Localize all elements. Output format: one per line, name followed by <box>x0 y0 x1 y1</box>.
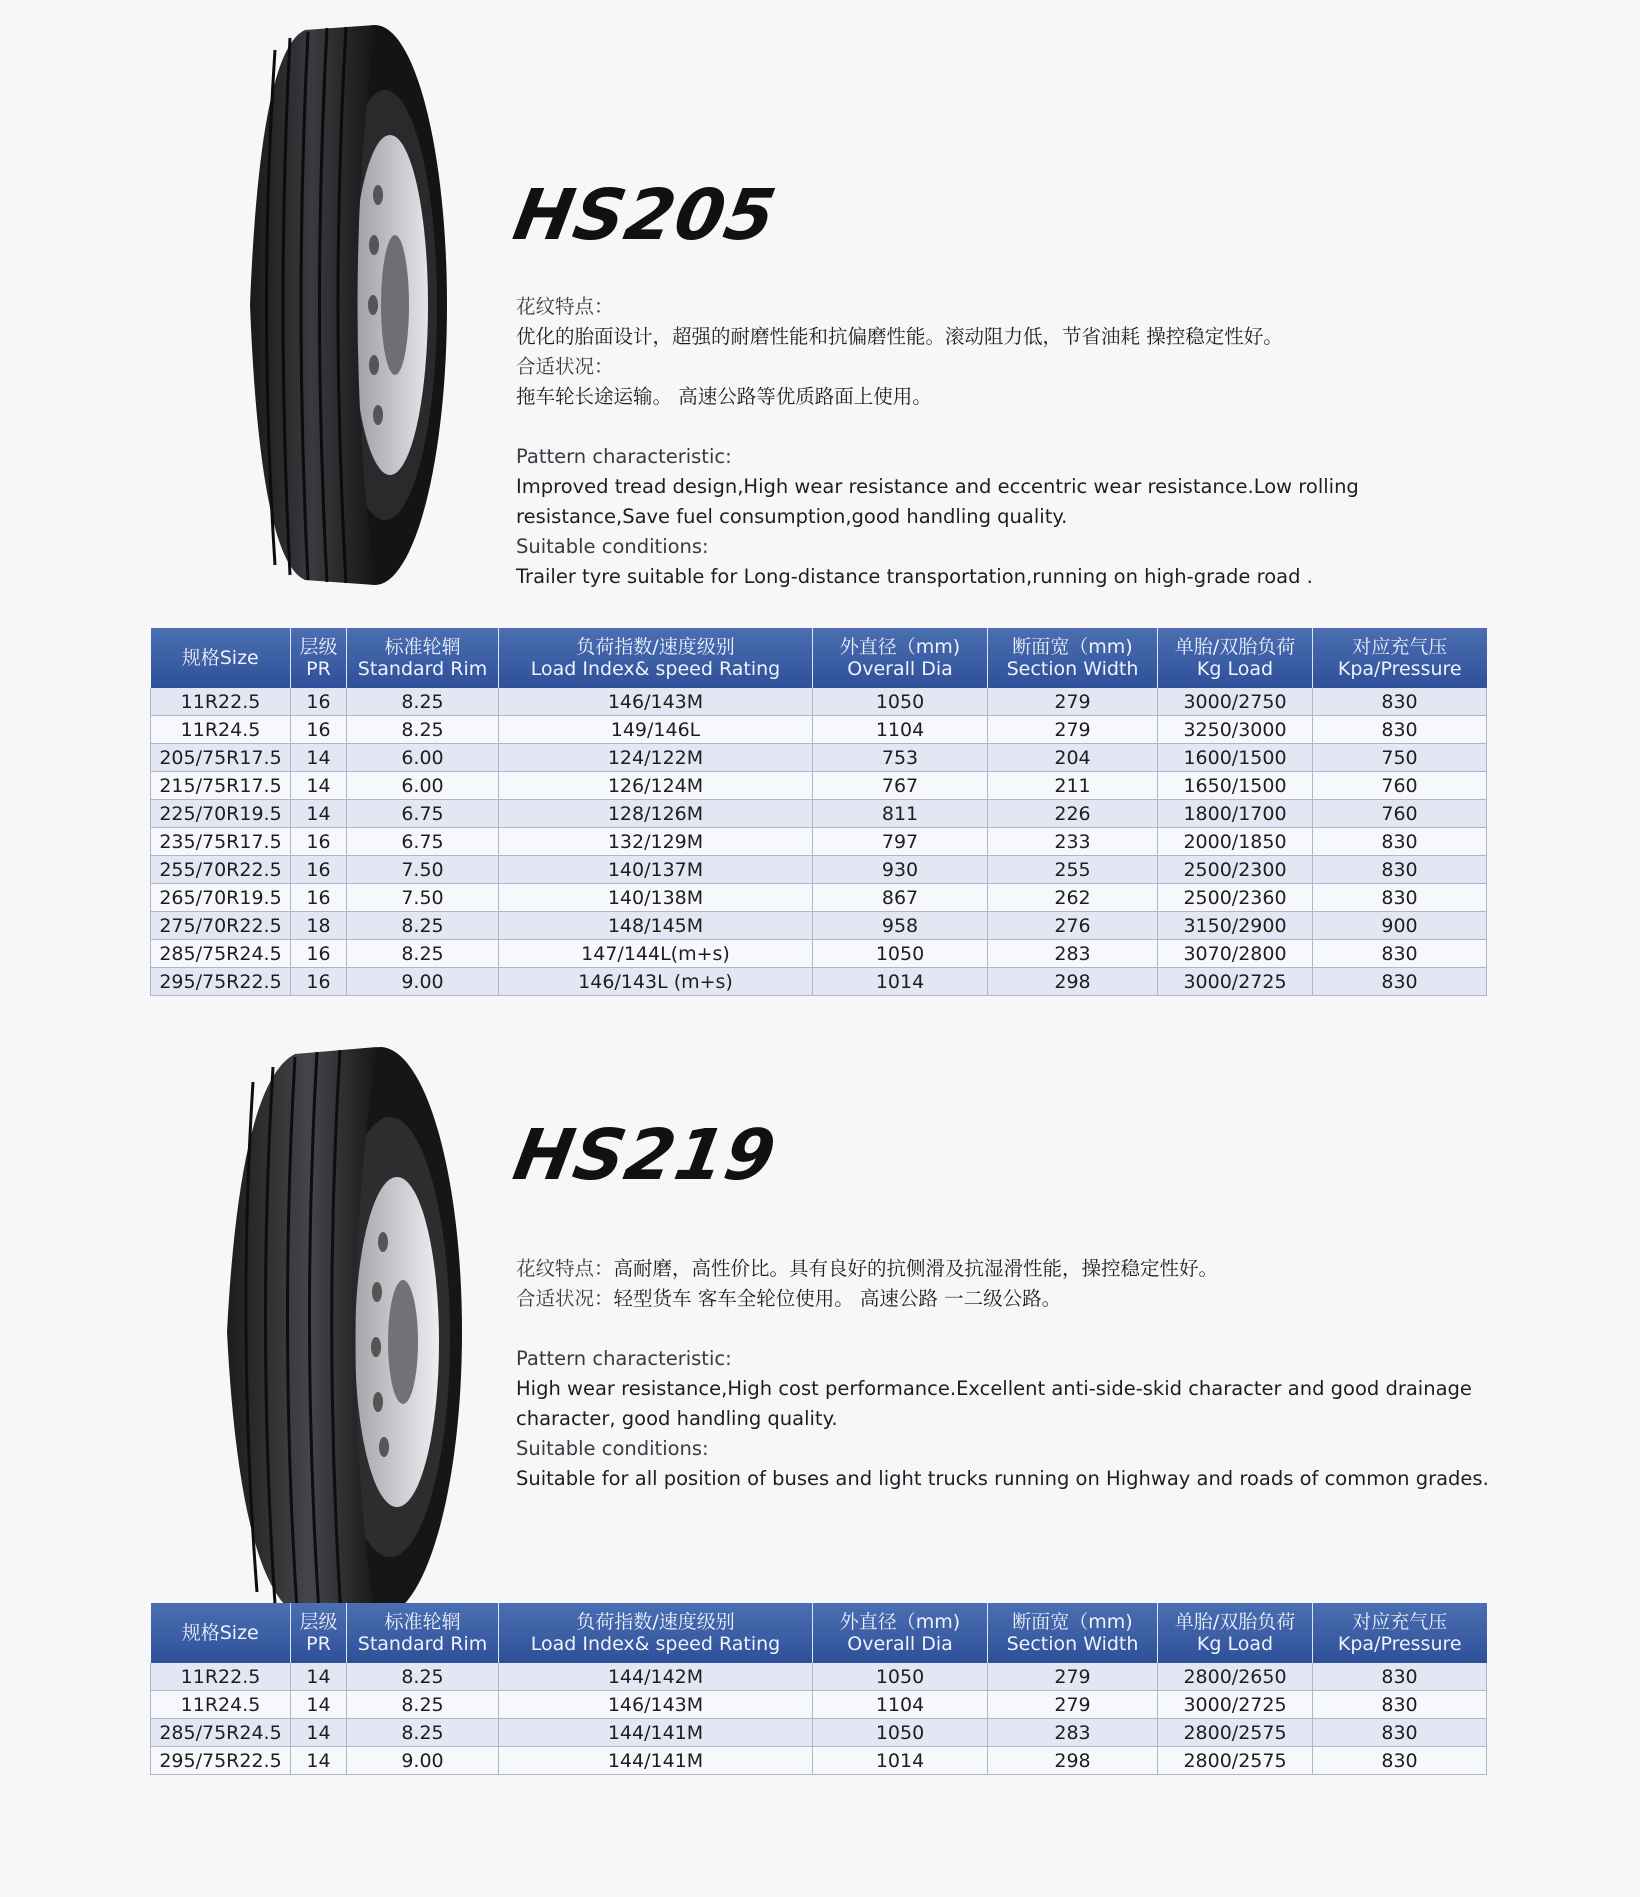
table-cell: 149/146L <box>499 716 813 744</box>
header-ply-rating: 层级 PR <box>291 1603 347 1663</box>
en-pattern-heading: Pattern characteristic: <box>516 1347 732 1370</box>
table-cell: 16 <box>291 884 347 912</box>
table-cell: 226 <box>988 800 1158 828</box>
table-cell: 233 <box>988 828 1158 856</box>
table-row <box>151 1747 1487 1775</box>
table-cell: 14 <box>291 1719 347 1747</box>
header-size: 规格Size <box>151 1603 291 1663</box>
table-cell: 147/144L(m+s) <box>499 940 813 968</box>
table-cell: 18 <box>291 912 347 940</box>
table-cell: 2800/2575 <box>1158 1719 1313 1747</box>
table-cell: 8.25 <box>347 716 499 744</box>
table-cell: 285/75R24.5 <box>151 940 291 968</box>
table-cell: 146/143M <box>499 1691 813 1719</box>
cn-pattern-line <box>516 1254 1496 1284</box>
table-cell: 750 <box>1313 744 1487 772</box>
cn-pattern-text: 高耐磨，高性价比。具有良好的抗侧滑及抗湿滑性能，操控稳定性好。 <box>613 1257 1219 1280</box>
table-header-row <box>151 628 1487 688</box>
tire-hs219-image <box>165 1042 465 1622</box>
table-cell: 298 <box>988 1747 1158 1775</box>
table-header-row <box>151 1603 1487 1663</box>
header-overall-dia: 外直径（mm) Overall Dia <box>813 1603 988 1663</box>
table-cell: 14 <box>291 744 347 772</box>
table-cell: 1104 <box>813 1691 988 1719</box>
cn-pattern-heading: 花纹特点： <box>516 295 614 318</box>
table-cell: 14 <box>291 1663 347 1691</box>
table-cell: 8.25 <box>347 912 499 940</box>
table-cell: 262 <box>988 884 1158 912</box>
table-cell: 255 <box>988 856 1158 884</box>
table-row <box>151 800 1487 828</box>
table-cell: 144/141M <box>499 1747 813 1775</box>
table-row <box>151 1691 1487 1719</box>
table-cell: 830 <box>1313 1663 1487 1691</box>
table-cell: 148/145M <box>499 912 813 940</box>
table-cell: 830 <box>1313 1747 1487 1775</box>
header-section-width: 断面宽（mm) Section Width <box>988 1603 1158 1663</box>
header-load-index: 负荷指数/速度级别 Load Index& speed Rating <box>499 628 813 688</box>
table-cell: 760 <box>1313 800 1487 828</box>
table-cell: 265/70R19.5 <box>151 884 291 912</box>
table-cell: 276 <box>988 912 1158 940</box>
table-cell: 3000/2725 <box>1158 1691 1313 1719</box>
table-cell: 753 <box>813 744 988 772</box>
table-cell: 3070/2800 <box>1158 940 1313 968</box>
table-cell: 16 <box>291 968 347 996</box>
table-cell: 7.50 <box>347 856 499 884</box>
table-cell: 3250/3000 <box>1158 716 1313 744</box>
header-overall-dia: 外直径（mm) Overall Dia <box>813 628 988 688</box>
table-cell: 6.00 <box>347 772 499 800</box>
header-ply-rating: 层级 PR <box>291 628 347 688</box>
table-cell: 830 <box>1313 828 1487 856</box>
table-cell: 126/124M <box>499 772 813 800</box>
table-cell: 16 <box>291 940 347 968</box>
table-cell: 11R22.5 <box>151 688 291 716</box>
table-cell: 958 <box>813 912 988 940</box>
table-cell: 279 <box>988 1691 1158 1719</box>
table-cell: 3150/2900 <box>1158 912 1313 940</box>
table-cell: 144/142M <box>499 1663 813 1691</box>
table-cell: 830 <box>1313 1691 1487 1719</box>
table-cell: 14 <box>291 772 347 800</box>
table-row <box>151 940 1487 968</box>
table-cell: 11R24.5 <box>151 1691 291 1719</box>
table-cell: 3000/2725 <box>1158 968 1313 996</box>
table-cell: 830 <box>1313 1719 1487 1747</box>
table-cell: 2800/2575 <box>1158 1747 1313 1775</box>
table-cell: 6.00 <box>347 744 499 772</box>
table-cell: 11R24.5 <box>151 716 291 744</box>
table-cell: 285/75R24.5 <box>151 1719 291 1747</box>
table-cell: 9.00 <box>347 1747 499 1775</box>
table-cell: 6.75 <box>347 828 499 856</box>
tire-hs205-image <box>190 20 450 590</box>
table-cell: 8.25 <box>347 1719 499 1747</box>
en-conditions-text: Trailer tyre suitable for Long-distance transportation,running on high-grade road . <box>516 565 1313 588</box>
header-load-index: 负荷指数/速度级别 Load Index& speed Rating <box>499 1603 813 1663</box>
table-cell: 295/75R22.5 <box>151 1747 291 1775</box>
header-standard-rim: 标准轮辋 Standard Rim <box>347 628 499 688</box>
table-row <box>151 1719 1487 1747</box>
cn-pattern-heading: 花纹特点： <box>516 1257 614 1280</box>
table-row <box>151 912 1487 940</box>
cn-conditions-text: 拖车轮长途运输。 高速公路等优质路面上使用。 <box>516 385 932 408</box>
table-cell: 132/129M <box>499 828 813 856</box>
header-section-width: 断面宽（mm) Section Width <box>988 628 1158 688</box>
cn-conditions-text: 轻型货车 客车全轮位使用。 高速公路 一二级公路。 <box>613 1287 1062 1310</box>
table-cell: 14 <box>291 1747 347 1775</box>
table-cell: 830 <box>1313 856 1487 884</box>
table-row <box>151 688 1487 716</box>
table-row <box>151 884 1487 912</box>
table-cell: 225/70R19.5 <box>151 800 291 828</box>
en-pattern-text: Improved tread design,High wear resistance and eccentric wear resistance.Low rolling resistance,Save fuel consumption,good handling quality. <box>516 475 1359 528</box>
en-conditions-heading: Suitable conditions: <box>516 535 709 558</box>
table-cell: 1014 <box>813 968 988 996</box>
en-pattern-text: High wear resistance,High cost performance.Excellent anti-side-skid character and good drainage character, good handling quality. <box>516 1377 1472 1430</box>
table-cell: 14 <box>291 1691 347 1719</box>
table-cell: 767 <box>813 772 988 800</box>
table-cell: 279 <box>988 688 1158 716</box>
header-standard-rim: 标准轮辋 Standard Rim <box>347 1603 499 1663</box>
en-conditions-text: Suitable for all position of buses and light trucks running on Highway and roads of common grades. <box>516 1467 1489 1490</box>
product-hs219 <box>0 1030 1640 1897</box>
en-pattern-heading: Pattern characteristic: <box>516 445 732 468</box>
table-cell: 930 <box>813 856 988 884</box>
table-row <box>151 828 1487 856</box>
table-cell: 760 <box>1313 772 1487 800</box>
table-cell: 124/122M <box>499 744 813 772</box>
cn-pattern-text: 优化的胎面设计，超强的耐磨性能和抗偏磨性能。滚动阻力低，节省油耗 操控稳定性好。 <box>516 325 1283 348</box>
table-cell: 211 <box>988 772 1158 800</box>
table-cell: 8.25 <box>347 940 499 968</box>
cn-conditions-heading: 合适状况： <box>516 1287 614 1310</box>
spec-table <box>150 1603 1487 1775</box>
table-cell: 6.75 <box>347 800 499 828</box>
table-cell: 1050 <box>813 1663 988 1691</box>
table-cell: 283 <box>988 940 1158 968</box>
table-cell: 8.25 <box>347 688 499 716</box>
table-cell: 8.25 <box>347 1663 499 1691</box>
table-cell: 830 <box>1313 688 1487 716</box>
table-cell: 830 <box>1313 884 1487 912</box>
table-cell: 811 <box>813 800 988 828</box>
table-cell: 830 <box>1313 940 1487 968</box>
header-kg-load: 单胎/双胎负荷 Kg Load <box>1158 1603 1313 1663</box>
header-kg-load: 单胎/双胎负荷 Kg Load <box>1158 628 1313 688</box>
table-cell: 3000/2750 <box>1158 688 1313 716</box>
table-row <box>151 968 1487 996</box>
table-cell: 867 <box>813 884 988 912</box>
table-row <box>151 1663 1487 1691</box>
cn-conditions-line <box>516 1284 1496 1314</box>
table-cell: 146/143L (m+s) <box>499 968 813 996</box>
table-cell: 1800/1700 <box>1158 800 1313 828</box>
table-row <box>151 716 1487 744</box>
table-cell: 16 <box>291 856 347 884</box>
model-title: HS205 <box>507 174 783 256</box>
spec-table <box>150 628 1487 996</box>
table-cell: 279 <box>988 716 1158 744</box>
table-cell: 235/75R17.5 <box>151 828 291 856</box>
description <box>516 292 1496 592</box>
table-cell: 1014 <box>813 1747 988 1775</box>
description <box>516 1254 1496 1494</box>
table-cell: 2500/2300 <box>1158 856 1313 884</box>
table-cell: 797 <box>813 828 988 856</box>
header-pressure: 对应充气压 Kpa/Pressure <box>1313 628 1487 688</box>
table-cell: 1050 <box>813 1719 988 1747</box>
table-cell: 7.50 <box>347 884 499 912</box>
table-cell: 900 <box>1313 912 1487 940</box>
table-cell: 1600/1500 <box>1158 744 1313 772</box>
table-cell: 1104 <box>813 716 988 744</box>
table-cell: 128/126M <box>499 800 813 828</box>
table-row <box>151 744 1487 772</box>
table-cell: 275/70R22.5 <box>151 912 291 940</box>
header-size: 规格Size <box>151 628 291 688</box>
table-cell: 298 <box>988 968 1158 996</box>
table-cell: 11R22.5 <box>151 1663 291 1691</box>
table-cell: 16 <box>291 716 347 744</box>
table-cell: 146/143M <box>499 688 813 716</box>
table-cell: 215/75R17.5 <box>151 772 291 800</box>
table-cell: 9.00 <box>347 968 499 996</box>
table-cell: 144/141M <box>499 1719 813 1747</box>
table-cell: 255/70R22.5 <box>151 856 291 884</box>
table-cell: 279 <box>988 1663 1158 1691</box>
table-cell: 140/138M <box>499 884 813 912</box>
table-cell: 14 <box>291 800 347 828</box>
cn-conditions-heading: 合适状况： <box>516 355 614 378</box>
table-cell: 204 <box>988 744 1158 772</box>
table-cell: 1050 <box>813 688 988 716</box>
table-cell: 2800/2650 <box>1158 1663 1313 1691</box>
table-cell: 2500/2360 <box>1158 884 1313 912</box>
table-cell: 830 <box>1313 716 1487 744</box>
table-cell: 140/137M <box>499 856 813 884</box>
table-cell: 205/75R17.5 <box>151 744 291 772</box>
table-cell: 283 <box>988 1719 1158 1747</box>
table-cell: 1050 <box>813 940 988 968</box>
table-cell: 830 <box>1313 968 1487 996</box>
header-pressure: 对应充气压 Kpa/Pressure <box>1313 1603 1487 1663</box>
model-title: HS219 <box>507 1114 783 1196</box>
table-row <box>151 772 1487 800</box>
table-cell: 16 <box>291 688 347 716</box>
table-cell: 8.25 <box>347 1691 499 1719</box>
table-cell: 295/75R22.5 <box>151 968 291 996</box>
table-row <box>151 856 1487 884</box>
en-conditions-heading: Suitable conditions: <box>516 1437 709 1460</box>
table-cell: 16 <box>291 828 347 856</box>
table-cell: 1650/1500 <box>1158 772 1313 800</box>
table-cell: 2000/1850 <box>1158 828 1313 856</box>
